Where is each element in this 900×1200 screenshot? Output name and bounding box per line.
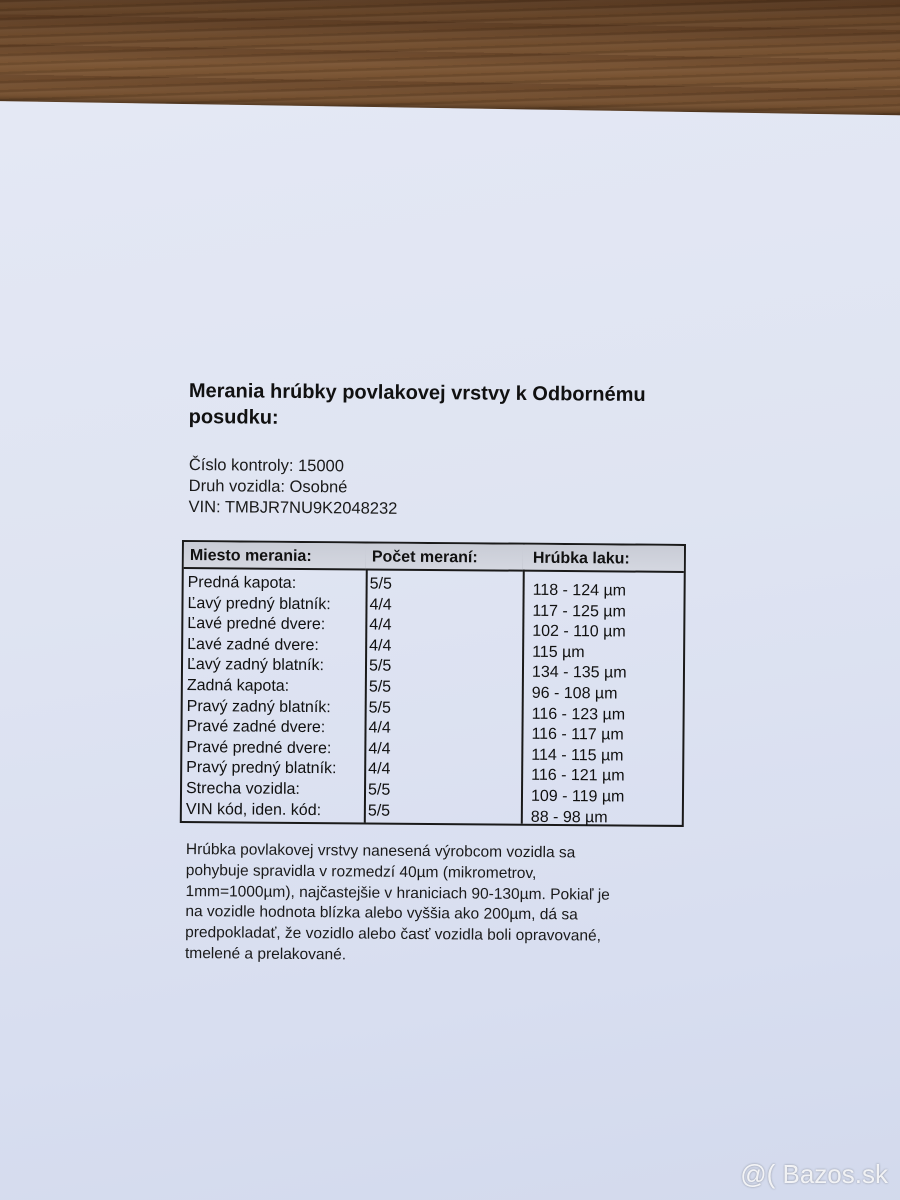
thickness-cells (531, 581, 628, 829)
vin-number: VIN: TMBJR7NU9K2048232 (188, 497, 398, 518)
header-location: Miesto merania: (184, 542, 366, 570)
table-cell-thickness: 117 - 125 µm (532, 602, 626, 621)
table-cell-count: 4/4 (369, 637, 392, 655)
document-title: Merania hrúbky povlakovej vrstvy k Odbornému posudku: (188, 379, 646, 429)
bazos-watermark: @( Bazos.sk (740, 1159, 888, 1189)
table-cell-location: Predná kapota: (187, 574, 297, 592)
table-cell-thickness: 116 - 123 µm (531, 705, 626, 724)
note-line: tmelené a prelakované. (184, 944, 347, 964)
header-count: Počet meraní: (366, 543, 523, 571)
note-line: Hrúbka povlakovej vrstvy nanesená výrobcom vozidla sa (185, 840, 576, 862)
table-cell-count: 4/4 (368, 760, 391, 778)
note-line: na vozidle hodnota blízka alebo vyššia ako 200µm, dá sa (185, 903, 578, 924)
table-cell-location: Ľavé predné dvere: (187, 615, 326, 634)
table-cell-thickness: 102 - 110 µm (532, 622, 626, 641)
table-cell-location: Ľavý zadný blatník: (186, 656, 325, 675)
table-cell-thickness: 115 µm (532, 643, 585, 661)
table-cell-location: Pravé zadné dvere: (186, 718, 326, 737)
inspection-number: Číslo kontroly: 15000 (188, 455, 345, 476)
location-column (182, 542, 368, 822)
table-cell-location: Zadná kapota: (186, 677, 290, 695)
table-cell-thickness: 116 - 121 µm (531, 767, 625, 785)
table-cell-thickness: 114 - 115 µm (531, 746, 624, 765)
header-thickness: Hrúbka laku: (523, 545, 684, 573)
table-cell-count: 4/4 (368, 740, 391, 758)
table-cell-location: Ľavý predný blatník: (187, 594, 331, 613)
table-cell-thickness: 118 - 124 µm (532, 581, 627, 600)
table-cell-thickness: 109 - 119 µm (530, 787, 625, 806)
document-meta (188, 455, 397, 520)
table-cell-location: Pravé predné dvere: (186, 738, 332, 757)
table-cell-count: 5/5 (368, 657, 392, 676)
note-line: pohybuje spravidla v rozmedzí 40µm (mikrometrov, (185, 861, 537, 882)
count-cells (368, 574, 392, 821)
location-cells (186, 573, 338, 821)
table-cell-count: 4/4 (368, 719, 391, 737)
table-cell-location: Pravý predný blatník: (186, 759, 337, 778)
note-line: 1mm=1000µm), najčastejšie v hraniciach 90-130µm. Pokiaľ je (185, 882, 610, 904)
table-cell-count: 5/5 (367, 801, 391, 820)
explanatory-note (185, 840, 706, 969)
count-column (364, 543, 525, 823)
table-cell-thickness: 134 - 135 µm (531, 664, 627, 682)
table-cell-count: 5/5 (369, 575, 392, 593)
table-cell-count: 5/5 (368, 678, 392, 696)
table-cell-thickness: 116 - 117 µm (531, 725, 624, 744)
table-cell-count: 5/5 (367, 781, 391, 799)
table-cell-location: Pravý zadný blatník: (186, 697, 331, 716)
table-cell-count: 4/4 (369, 596, 392, 614)
table-cell-location: Strecha vozidla: (185, 779, 300, 798)
note-line: predpokladať, že vozidlo alebo časť vozidla boli opravované, (185, 924, 601, 945)
table-cell-thickness: 96 - 108 µm (531, 684, 618, 703)
table-cell-location: Ľavé zadné dvere: (187, 635, 319, 654)
table-cell-thickness: 88 - 98 µm (530, 808, 608, 826)
measurement-table (180, 540, 686, 827)
table-cell-location: VIN kód, iden. kód: (185, 800, 322, 819)
vehicle-type: Druh vozidla: Osobné (188, 476, 348, 497)
table-cell-count: 5/5 (368, 699, 392, 717)
thickness-column (521, 545, 684, 825)
table-cell-count: 4/4 (369, 616, 392, 634)
